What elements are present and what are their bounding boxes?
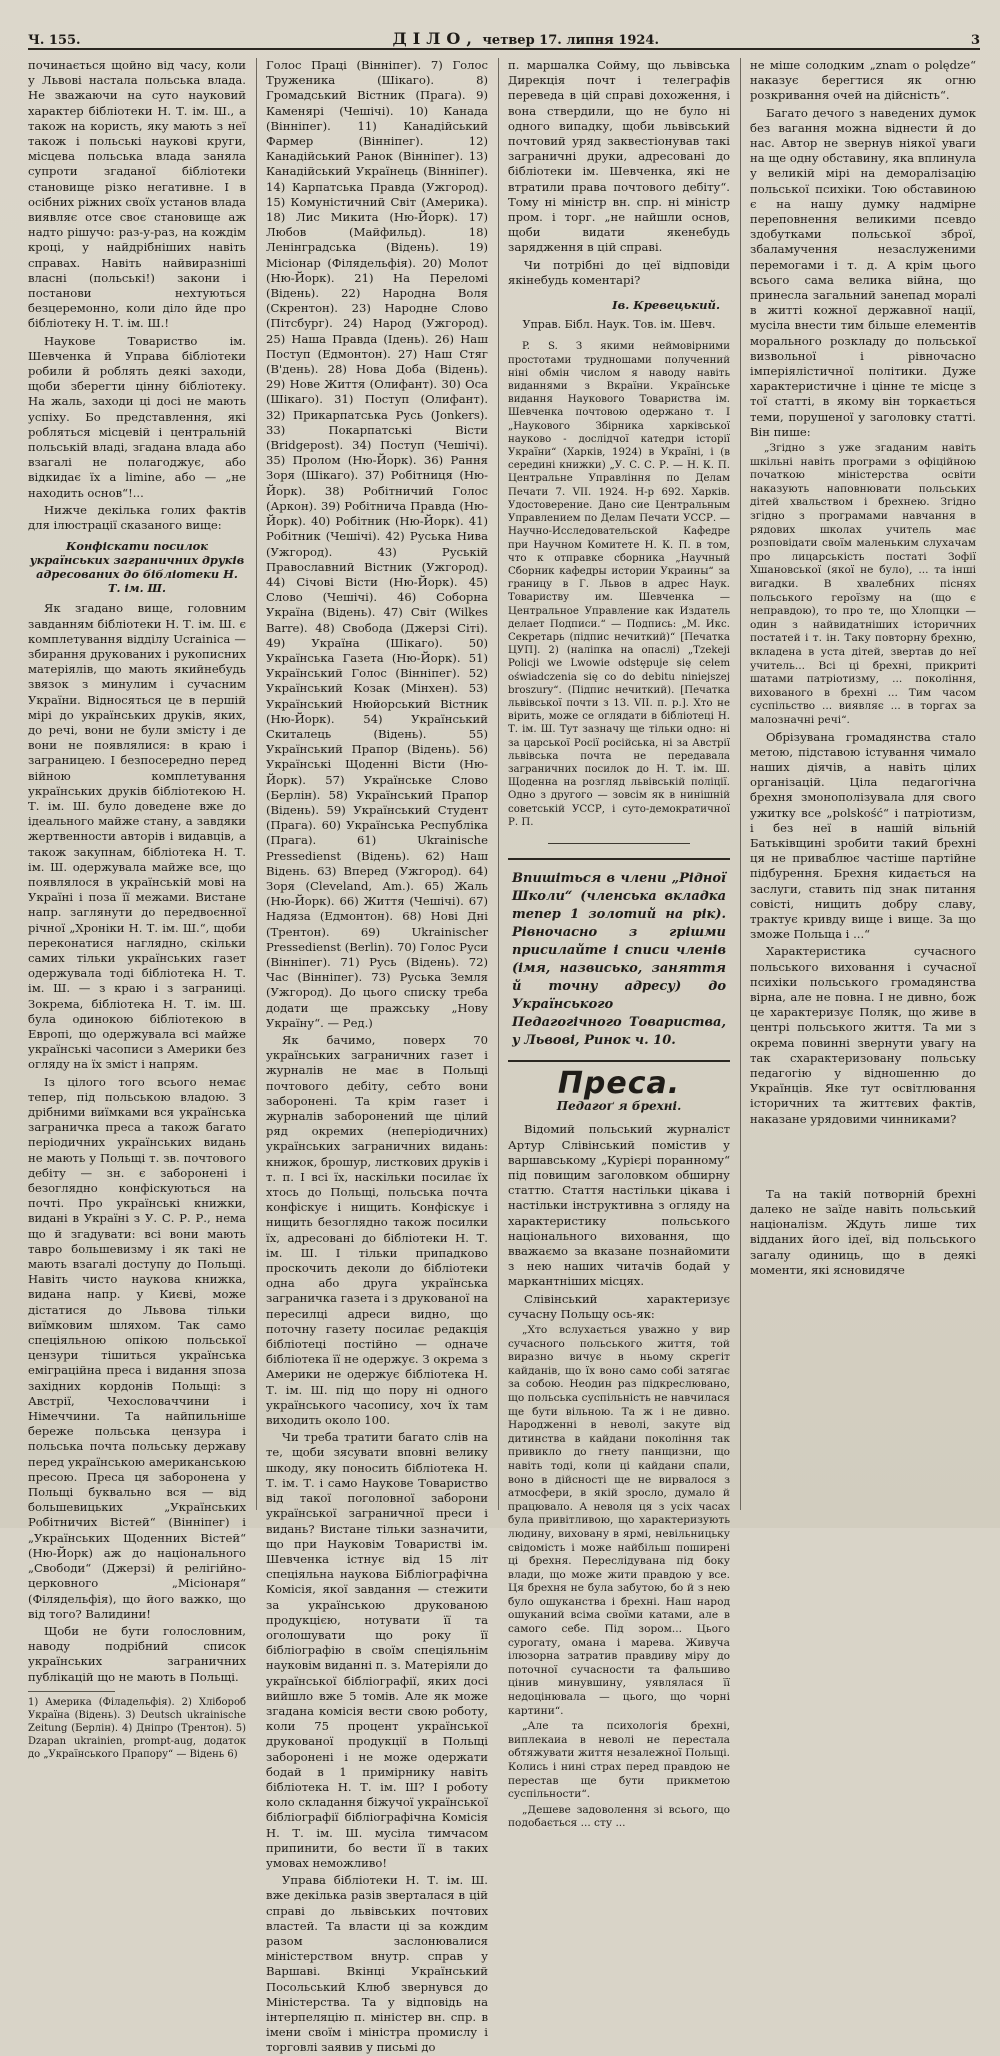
author-signature: Ів. Кревецький. — [612, 298, 720, 313]
quote-paragraph: „Але та психологія брехні, виплекаиа в неволі не перестала обтяжувати життя незалежної Польщі. Колись і нині страх перед правдою не перестав ще бути прикметою суспільности“. — [508, 1720, 730, 1801]
footnote-text: 1) Америка (Філадельфія). 2) Хлібороб Україна (Відень). 3) Deutsch ukrainische Zeitung (Берлін). 4) Дніпро (Трентон). 5) Dzapan ukrainien, prompt-aug, додаток до „Українського Прапору“ — Відень 6) — [28, 1696, 246, 1760]
col1-paragraph: Як згадано вище, головним завданням бібліотеки Н. Т. ім. Ш. є комплетування відділу Ucrainica — збирання друкованих і рукописних матеріялів, що мають якийнебудь звязок з минулим і сучасним України. Відносяться це в першій мірі до українських друків, яких, до речі, вони не були змісту і де вони не появлялися: в краю і заграницею. І безпосередно перед війною комплетування українських друків бібліотекою Н. Т. ім. Ш. було доведене вже до ідеального майже стану, а завдяки жертвенности авторів і видавців, а також закупнам, бібліотека Н. Т. ім. Ш. одержувала майже все, що появлялося в українській мові на Україні і поза її межами. Вистане напр. заглянути до передвоєнної річної „Хроніки Н. Т. ім. Ш.“, щоби переконатися наглядно, скільки самих тільки українських газет одержувала тоді бібліотека Н. Т. ім. Ш. — з краю і з заграниці. Зокрема, бібліотека Н. Т. ім. Ш. була одинокою бібліотекою в Европі, що одержувала всі майже українські часописи з Америки без огляду на їх зміст і напрям. — [28, 601, 246, 1072]
column-divider — [740, 58, 741, 1510]
postscript-text: P. S. З якими неймовірними простотами трудношами полученний ніні обмін числом я наводу навіть виданнями з Вкраїни. Українське видання Наукового Товариства ім. Шевченка почтовою одержано т. І „Наукового Збірника харківської науково - дослідчої катедри історії України“ (Харків, 1924) в Україні, і (в середині книжки) „У. С. С. Р. — Н. К. П. Центральне Управління по Делам Печати 7. VII. 1924. Н-р 692. Харків. Удостоверение. Дано сие Центральным Управлением по Делам Печати УССР. — Научно-Исследовательской Кафедре при Научном Комитете Н. К. П. в том, что к отправке сборника „Научный Сборник кафедры истории Украины“ за границу в Г. Львов в адрес Наук. Товариству им. Шевченка — Центральное Управление как Издатель делает Подписи.“ — Подпись: „М. Икс. Секретарь (підпис нечиткий)“ [Печатка ЦУП]. 2) (наліпка на опаслі) „Tzekeji Policji we Lwowie odstępuje się celem oświadczenia się co do debitu niniejszej broszury“. (Підпис нечиткий). [Печатка львівської почти з 13. VII. п. р.]. Хто не вірить, може се оглядати в бібліотеці Н. Т. ім. Ш. Тут зазначу ще тільки одно: ні за царської Росії російська, ні за Австрії львівська почта не передавала заграничних посилок до Н. Т. ім. Ш. Щоденна на розгляд львівській поліції. Одно з другого — зовсім як в нинішній советській УССР, і суто-демократичної Р. П. — [508, 341, 730, 828]
quote-paragraph: „Згідно з уже згаданим навіть шкільні навіть програми з офіційною початкою міністерства освіти наказують наповнювати польських дітей хвальством і брехнею. Згідно згідно з програмами навчання в рядових школах учитель має розповідати своїм маленьким слухачам про лицарськість постаті Зофії Хшановської (якої не було), ... та інші вигадки. В хвалебних піснях польського героїзму на (що є неправдою), то про те, що Хлопцки — один з найвидатніших історичних постатей і т. ін. Таку повторну брехню, вкладена в уста дітей, звертав до неї учитель... Всі ці брехні, прикриті шатами патріотизму, ... покоління, вихованого в брехні ... Тим часом суспільство ... виявляє ... в торгах за малозначні речі“. — [750, 442, 976, 726]
membership-announcement: Впишіться в члени „Рідної Школи“ (членська вкладка тепер 1 золотий на рік). Рівночасно з грішми присилайте і списи членів (імя, назвисько, заняття й точну адресу) до Українського Педагогічного Товариства, у Львові, Ринок ч. 10. — [508, 858, 730, 1062]
col3-paragraph: Відомий польський журналіст Артур Слівінський помістив у варшавському „Курієрі поранному“ під повищим заголовком обширну статтю. Стаття настільки цікава і настільки інструктивна з огляду на характеристику польського національного виховання, що вважаємо за вказане познайомити з нею наших читачів бодай у маркантніших місцях. — [508, 1122, 730, 1289]
page-number: 3 — [970, 33, 980, 48]
col1-paragraph: Щоби не бути голословним, наводу подрібний список українських заграничних публікацій що не мають в Польщі. — [28, 1623, 246, 1684]
section-divider — [548, 843, 690, 844]
col1-paragraph: Нижче декілька голих фактів для ілюстрації сказаного вище: — [28, 502, 246, 533]
col3-paragraph: Чи потрібні до цеї відповіди якінебудь коментарі? — [508, 257, 730, 287]
author-title: Управ. Бібл. Наук. Тов. ім. Шевч. — [522, 318, 716, 332]
column-2 — [266, 58, 488, 2055]
postscript — [508, 340, 730, 829]
quotation — [750, 442, 976, 727]
quote-paragraph: „Хто вслухається уважно у вир сучасного польського життя, той виразно вичує в ньому скрегіт кайданів, що їх воно само собі затягає за собою. Неодин раз підкреслювано, що польська суспільність не навчилася ще бути вільною. Та ж і не дивно. Народженні в неволі, закуте від дитинства в кайдани покоління так привикло до гнету панщизни, що навіть тоді, коли ці кайдани спали, воно в дійсності ще не вирвалося з атмосфери, в якій зросло, думало й працювало. А неволя ця з усіх часах була привітливою, що характеризують людину, виховану в ярмі, невільницьку свідомість і може найбільш поширені ці брехня. Переслідувана під боку влади, що може жити правдою у все. Ця брехня не була забутою, бо й з нею було ошуканства і брехні. Наш народ ошуканий всіма своїми катами, але в самого себе. Під зором... Цього сурогату, омана і марева. Живуча ілюзорна затратив правдиву міру до поточної сучасности та фальшиво цінив минувшину, уявлялася її недоцінювала — цього, що чорні картини“. — [508, 1324, 730, 1717]
press-section-title: Преса. — [557, 1065, 681, 1101]
column-4 — [750, 58, 976, 1510]
footnotes — [28, 1691, 246, 1761]
col2-paragraph: Чи треба тратити багато слів на те, щоби зясувати вповні велику шкоду, яку поносить бібліотека Н. Т. ім. Т. і само Наукове Товариство від такої поголовної заборони української заграничної преси і видань? Вистане тільки зазначити, що при Науковім Товаристві ім. Шевченка істнує від 15 літ спеціяльна наукова Бібліографічна Комісія, якої завдання — стежити за українською друкованою продукцією, нотувати її та оголошувати що року її бібліографію в своїм спеціяльнім науковім виданні п. з. Матеріяли до української бібліографії, яких досі вийшло вже 5 томів. Але як може згадана комісія вести свою роботу, коли 75 процент української друкованої продукції в Польщі заборонені і не може одержати бодай в 1 примірнику навіть бібліотека Н. Т. ім. Ш? І роботу коло складання біжучої української бібліографії бібліографічна Комісія Н. Т. ім. Ш. мусіла тимчасом припинити, бо вести її в таких умовах неможливо! — [266, 1430, 488, 1870]
col1-paragraph: Наукове Товариство ім. Шевченка й Управа бібліотеки робили й роблять деякі заходи, щоби зберегти цінну бібліотеку. На жаль, заходи ці досі не мають успіху. Бо представлення, які робляться місцевій і центральній польській владі, згадана влада або взагалі не полагоджує, або відкидає їх a limine, або — „не находить основ“!... — [28, 333, 246, 500]
column-1 — [28, 58, 246, 1760]
column-divider — [256, 58, 257, 1510]
col4-paragraph: Характеристика сучасного польського виховання і сучасної психіки польського громадянства вірна, але не повна. І не дивно, бож це характеризує Поляк, що живе в центрі польського життя. Та ми з окрема повинні звернути увагу на так схарактеризовану польську педагогію у відношенню до Українців. Яке тут освітлювання історичних та життєвих фактів, наказане урядовими чинниками? — [750, 944, 976, 1126]
col4-paragraph: Та на такій потворній брехні далеко не заїде навіть польський націоналізм. Ждуть лише тих відданих його ідеї, від польського загалу одиниць, що в деякі моменти, які ясновидяче — [750, 1186, 976, 1277]
col1-paragraph: починається щойно від часу, коли у Львові настала польська влада. Не зважаючи на суто науковий характер бібліотеки Н. Т. ім. Ш., а також на користь, яку мають з неї також і польські наукові круги, місцева польська влада заняла супроти згаданої бібліотеки становище різко негативне. І в осібних ріжних своїх установ влада виявляє отсе своє становище аж надто рішучо: раз-у-раз, на кождім кроці, у найдрібніших навіть справах. Навіть найвиразніші власні (польські!) закони і постанови нехтуються безцеремонно, коли ділo йде про бібліотеку Н. Т. ім. Ш.! — [28, 58, 246, 331]
issue-number: Ч. 155. — [28, 33, 81, 48]
column-3 — [508, 58, 730, 1830]
quotation — [508, 1324, 730, 1831]
masthead — [28, 22, 980, 50]
quote-paragraph: „Дешеве задоволення зі всього, що подобається ... сту ... — [508, 1803, 730, 1830]
press-article-subtitle: Педагоґ я брехні. — [556, 1099, 682, 1114]
newspaper-list: Голос Праці (Вінніпег). 7) Голос Труженика (Шікаго). 8) Громадський Вістник (Прага). 9) Каменярі (Чешічі). 10) Канада (Вінніпег). 11) Канадійський Фармер (Вінніпег). 12) Канадійський Ранок (Вінніпег). 13) Канадійський Українець (Вінніпег). 14) Карпатська Правда (Ужгород). 15) Комуністичний Світ (Америка). 18) Лис Микита (Ню-Йорк). 17) Любов (Майфильд). 18) Ленінградська (Відень). 19) Місіонар (Філядельфія). 20) Молот (Ню-Йорк). 21) На Переломі (Відень). 22) Народна Воля (Скрентон). 23) Народне Слово (Пітсбург). 24) Народ (Ужгород). 25) Наша Правда (Ідень). 26) Наш Поступ (Едмонтон). 27) Наш Стяг (В'день). 28) Нова Доба (Відень). 29) Нове Життя (Олифант). 30) Оса (Шікаго). 31) Поступ (Олифант). 32) Прикарпатська Русь (Jonkers). 33) Покарпатські Вісти (Bridgepost). 34) Поступ (Чешічі). 35) Пролом (Ню-Йорк). 36) Рання Зоря (Шікаго). 37) Робітниця (Ню-Йорк). 38) Робітничий Голос (Аркон). 39) Робітнича Правда (Ню-Йорк). 40) Робітник (Ню-Йорк). 41) Робітник (Чешічі). 42) Руська Нива (Ужгород). 43) Руській Православний Вістник (Ужгород). 44) Січові Вісти (Ню-Йорк). 45) Слово (Чешічі). 46) Соборна Україна (Відень). 47) Світ (Wilkes Barre). 48) Свобода (Джерзі Сіті). 49) Україна (Шікаго). 50) Українська Газета (Ню-Йорк). 51) Український Голос (Вінніпег). 52) Український Козак (Мінхен). 53) Український Нюйорський Вістник (Ню-Йорк). 54) Український Скиталець (Відень). 55) Український Прапор (Відень). 56) Українські Щоденні Вісти (Ню-Йорк). 57) Українське Слово (Берлін). 58) Український Прапор (Відень). 59) Український Студент (Прага). 60) Українська Республіка (Прага). 61) Ukrainische Pressedienst (Відень). 62) Наш Відень. 63) Вперед (Ужгород). 64) Зоря (Cleveland, Am.). 65) Жаль (Ню-Йорк). 66) Життя (Чешічі). 67) Надяза (Едмонтон). 68) Нові Дні (Трентон). 69) Ukrainischer Pressedienst (Berlin). 70) Голос Руси (Вінніпег). 71) Русь (Відень). 72) Час (Вінніпег). 73) Руська Земля (Ужгород). До цього списку треба додати ще пражську „Нову Україну“. — Ред.) — [266, 58, 488, 1030]
col4-paragraph: Обрізувана громадянства стало метою, підставою істування чимало наших діячів, а навіть цілих організацій. Ціла педагогічна брехня змонополізувала для свого ужитку все „polskość“ і патріотизм, і без неї в нашій вільній Батьківщині зробити такий брехні ця не приваблює частіше партійне підбурення. Брехня кидається на заслуги, ставить під знак питання совісті, нищить добру славу, трактує кривду вище і вище. За що зможе Польща і ...“ — [750, 729, 976, 942]
footnote-rule — [28, 1691, 115, 1692]
newspaper-title: ДІЛО, — [392, 29, 478, 48]
col1-paragraph: Із цілого того всього немає тепер, під польською владою. З дрібними виїмками вся українська заграничка преса а також багато періодичних українських видань не мають у Польщі т. зв. почтового дебіту — зн. є заборонені і безоглядно конфіскуються на почті. Про українські книжки, видані в Україні з У. С. Р. Р., нема що й згадувати: всі вони мають тавро большевизму і як такі не мають взагалі доступу до Польщі. Навіть чисто наукова книжка, видана напр. у Києві, може дістатися до Львова тільки виїмковим шляхом. Так само спеціяльною опікою польської цензури тішиться українська еміграційна преса і видання зпоза західних кордонів Польщі: з Австрії, Чехословаччини і Німеччини. Та найпильніше береже польська цензура і польська почта польську державу перед українською американською пресою. Преса ця заборонена у Польщі буквально вся — від большевицьких „Українських Робітничих Вістей“ (Вінніпег) і „Українських Щоденних Вістей“ (Ню-Йорк) аж до національного „Свободи“ (Джерзі) й релігійно-церковного „Місіонаря“ (Філядельфія), що його важко, що від того? Валидини! — [28, 1074, 246, 1621]
column-divider — [498, 58, 499, 1510]
section-subheading: Конфіскати посилок українських заграничних друків адресованих до бібліотеки Н. Т. ім. Ш. — [29, 539, 245, 596]
issue-date: четвер 17. липня 1924. — [482, 33, 660, 48]
col4-paragraph: не міше солодким „znam o polędze“ наказує берегтися як огню розкривання очей на дійсність“. — [750, 58, 976, 103]
col3-paragraph: п. маршалка Сойму, що львівська Дирекція почт і телеграфів переведа в цій справі дохоження, і вона ствердили, що не було ні одного випадку, щоби львівський почтовий уряд заквестіонував такі заграничні друки, адресовані до бібліотеки ім. Шевченка, які не втратили права почтового дебіту“. Тому ні міністр вн. спр. ні міністр пром. і торг. „не найшли основ, щоби видати якенебудь зарядження в цій справі. — [508, 58, 730, 255]
col3-paragraph: Слівінський характеризує сучасну Польщу ось-як: — [508, 1291, 730, 1321]
col2-paragraph: Управа бібліотеки Н. Т. ім. Ш. вже декілька разів зверталася в цій справі до львівських почтових властей. Та власти ці за кождим разом заслонювалися міністерством внутр. справ у Варшаві. Вкінці Український Посольський Клюб звернувся до Міністерства. Та у відповідь на інтерпеляцію п. міністер вн. спр. в імени своїм і міністра промислу і торговлі заявив у письмі до — [266, 1873, 488, 2055]
col2-paragraph: Як бачимо, поверх 70 українських заграничних газет і журналів не має в Польщі почтового дебіту, себто вони заборонені. Та крім газет і журналів заборонений ще цілий ряд окремих (неперіодичних) українських заграничних видань: книжок, брошур, листкових друків і т. п. І всі їх, наскільки посилає їх хтось до Польщі, польська почта конфіскує і нищить. Конфіскує і нищить безоглядно також посилки їх, адресовані до бібліотеки Н. Т. ім. Ш. І тільки припадково проскочить деколи до бібліотеки одна або друга українська заграничка газета і з друкованої на пересилці адреси видно, що поточну газету посилає редакція бібліотеці постійно — одначе бібліотека її не одержує. З окрема з Америки не одержує бібліотека Н. Т. ім. Ш. під що пору ні одного українського часопису, хоч їх там виходить около 100. — [266, 1033, 488, 1428]
col4-paragraph: Багато дечого з наведених думок без вагання можна віднести й до нас. Автор не звернув ніякої уваги на ще одну обставину, яка вплинула у великій мірі на деморалізацію польської психіки. Тою обставиною є на нашу думку надмірне переповнення великими псевдо здобутками польської зброї, збаламучення незаслуженими перемогами і т. д. А крім цього всього сама велика війна, що принесла загальний занепад моралі в житті кожної державної нації, мусіла внести тим більше елементів морального розкладу до польської визвольної і рівночасно імперіялістичної політики. Дуже характеристичне і цінне те місце з тої статті, в якому він торкається теми, порушеної у заголовку статті. Він пише: — [750, 105, 976, 439]
